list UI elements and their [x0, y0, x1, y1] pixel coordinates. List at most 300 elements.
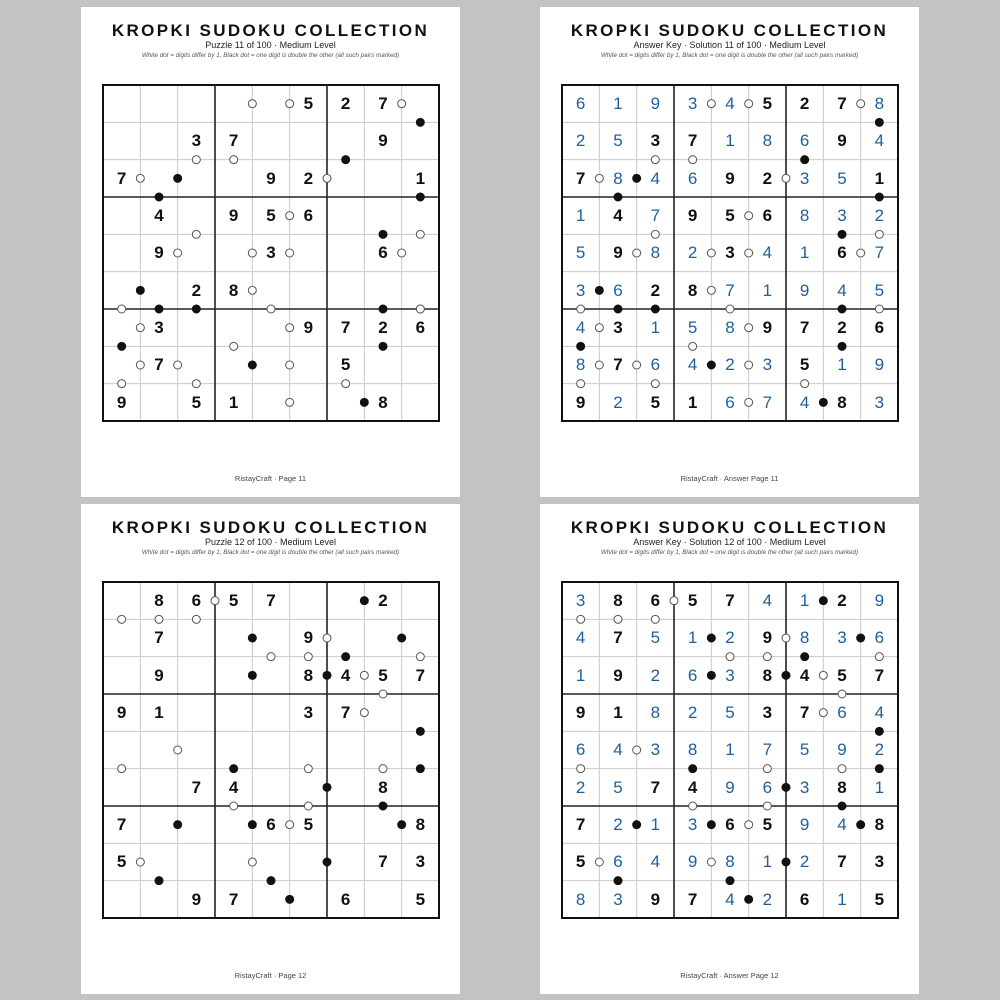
given-digit: 2: [837, 318, 847, 338]
given-digit: 9: [837, 131, 847, 151]
solution-digit: 8: [799, 628, 810, 648]
white-dot: [248, 249, 256, 257]
solution-digit: 1: [837, 355, 847, 375]
white-dot: [118, 380, 126, 388]
given-digit: 9: [378, 131, 388, 151]
given-digit: 7: [378, 852, 388, 872]
page-title: KROPKI SUDOKU COLLECTION: [111, 518, 430, 537]
solution-digit: 8: [575, 889, 586, 909]
given-digit: 7: [687, 131, 698, 151]
given-digit: 3: [874, 852, 885, 872]
given-digit: 1: [154, 703, 164, 723]
white-dot: [174, 249, 182, 257]
sudoku-grid: [562, 582, 898, 918]
given-digit: 7: [378, 94, 388, 114]
given-digit: 5: [415, 889, 426, 909]
white-dot: [416, 305, 424, 313]
given-digit: 2: [303, 168, 314, 188]
solution-digit: 2: [687, 243, 698, 263]
white-dot: [782, 634, 790, 642]
given-digit: 6: [837, 243, 847, 263]
black-dot: [633, 174, 641, 182]
black-dot: [745, 895, 753, 903]
white-dot: [118, 765, 126, 773]
white-dot: [360, 709, 368, 717]
solution-digit: 8: [725, 318, 735, 338]
solution-digit: 3: [837, 206, 847, 226]
given-digit: 7: [340, 318, 351, 338]
black-dot: [323, 783, 331, 791]
solution-digit: 7: [650, 206, 661, 226]
white-dot: [875, 305, 883, 313]
kropki-dots: [562, 582, 898, 918]
white-dot: [304, 802, 312, 810]
black-dot: [782, 671, 790, 679]
page-subtitle: Puzzle 11 of 100 · Medium Level: [205, 40, 336, 50]
black-dot: [857, 821, 865, 829]
given-digit: 4: [154, 206, 164, 226]
white-dot: [416, 653, 424, 661]
given-digit: 8: [154, 591, 164, 611]
solution-digit: 2: [613, 815, 623, 835]
given-digit: 2: [837, 591, 847, 611]
given-digit: 9: [575, 703, 586, 723]
given-digit: 2: [799, 94, 810, 114]
page-footer: RistayCraft · Page 11: [234, 474, 307, 483]
sudoku-grid: [562, 85, 898, 421]
white-dot: [136, 174, 144, 182]
solution-digit: 4: [762, 243, 773, 263]
given-digit: 7: [116, 168, 127, 188]
black-dot: [379, 305, 387, 313]
white-dot: [192, 615, 200, 623]
given-digit: 2: [340, 94, 351, 114]
given-digit: 4: [613, 206, 623, 226]
given-digit: 3: [725, 243, 735, 263]
solution-digit: 2: [687, 703, 698, 723]
given-digit: 8: [687, 280, 698, 300]
rules-text: White dot = digits differ by 1, Black dot = one digit is double the other (all such pairs marked): [600, 549, 859, 556]
black-dot: [707, 821, 715, 829]
given-digit: 5: [303, 815, 314, 835]
given-digit: 8: [378, 392, 388, 412]
white-dot: [230, 156, 238, 164]
given-digit: 1: [415, 168, 426, 188]
solution-digit: 8: [575, 355, 586, 375]
black-dot: [248, 634, 256, 642]
given-digit: 9: [762, 318, 773, 338]
white-dot: [577, 380, 585, 388]
solution-digit: 4: [837, 815, 847, 835]
page-title: KROPKI SUDOKU COLLECTION: [570, 21, 889, 40]
black-dot: [801, 653, 809, 661]
solution-digit: 5: [687, 318, 698, 338]
black-dot: [248, 821, 256, 829]
given-digit: 2: [378, 591, 388, 611]
solution-digit: 4: [874, 703, 885, 723]
white-dot: [155, 615, 163, 623]
given-digit: 3: [191, 131, 202, 151]
page-title: KROPKI SUDOKU COLLECTION: [570, 518, 889, 537]
solution-digit: 5: [575, 243, 586, 263]
solution-digit: 8: [725, 852, 735, 872]
given-digit: 8: [228, 280, 239, 300]
solution-digit: 3: [725, 665, 735, 685]
black-dot: [416, 193, 424, 201]
white-dot: [304, 653, 312, 661]
given-digit: 5: [303, 94, 314, 114]
given-digit: 5: [725, 206, 735, 226]
given-digit: 6: [725, 815, 735, 835]
solution-digit: 2: [613, 392, 623, 412]
sudoku-grid: [103, 85, 439, 421]
white-dot: [577, 615, 585, 623]
page-title: KROPKI SUDOKU COLLECTION: [111, 21, 430, 40]
black-dot: [323, 671, 331, 679]
white-dot: [248, 100, 256, 108]
given-digit: 7: [154, 355, 164, 375]
black-dot: [416, 765, 424, 773]
white-dot: [801, 380, 809, 388]
black-dot: [342, 653, 350, 661]
solution-digit: 1: [799, 243, 810, 263]
given-digit: 5: [874, 889, 885, 909]
solution-digit: 7: [762, 392, 773, 412]
given-digit: 2: [650, 280, 661, 300]
given-digit: 7: [874, 665, 885, 685]
black-dot: [577, 342, 585, 350]
solution-digit: 5: [799, 740, 810, 760]
given-digit: 2: [378, 318, 388, 338]
black-dot: [286, 895, 294, 903]
solution-digit: 4: [874, 131, 885, 151]
black-dot: [267, 877, 275, 885]
solution-digit: 4: [725, 94, 735, 114]
given-digit: 3: [303, 703, 314, 723]
white-dot: [577, 765, 585, 773]
white-dot: [286, 361, 294, 369]
puzzle-page-12: [81, 504, 460, 994]
given-digit: 5: [650, 392, 661, 412]
solution-digit: 7: [725, 280, 735, 300]
solution-digit: 3: [762, 355, 773, 375]
white-dot: [651, 380, 659, 388]
given-digit: 5: [762, 815, 773, 835]
white-dot: [633, 249, 641, 257]
given-digit: 7: [799, 703, 810, 723]
given-digit: 9: [303, 628, 314, 648]
white-dot: [782, 174, 790, 182]
solution-digit: 3: [799, 168, 810, 188]
black-dot: [782, 858, 790, 866]
page-footer: RistayCraft · Answer Page 12: [680, 971, 779, 980]
white-dot: [174, 361, 182, 369]
solution-digit: 6: [874, 628, 885, 648]
white-dot: [707, 286, 715, 294]
black-dot: [726, 877, 734, 885]
black-dot: [838, 342, 846, 350]
given-digit: 9: [266, 168, 276, 188]
solution-digit: 1: [762, 280, 773, 300]
white-dot: [707, 249, 715, 257]
white-dot: [745, 821, 753, 829]
rules-text: White dot = digits differ by 1, Black dot = one digit is double the other (all such pairs marked): [141, 52, 400, 59]
white-dot: [118, 305, 126, 313]
solution-digit: 6: [575, 94, 586, 114]
black-dot: [689, 765, 697, 773]
white-dot: [670, 597, 678, 605]
black-dot: [707, 634, 715, 642]
white-dot: [689, 156, 697, 164]
page-subtitle: Puzzle 12 of 100 · Medium Level: [204, 537, 337, 547]
white-dot: [763, 765, 771, 773]
white-dot: [398, 100, 406, 108]
white-dot: [689, 802, 697, 810]
white-dot: [136, 361, 144, 369]
given-digit: 2: [191, 280, 202, 300]
given-digit: 6: [266, 815, 276, 835]
black-dot: [360, 398, 368, 406]
solution-digit: 6: [799, 131, 810, 151]
solution-digit: 6: [650, 355, 661, 375]
white-dot: [838, 765, 846, 773]
given-digit: 5: [799, 355, 810, 375]
white-dot: [118, 615, 126, 623]
solution-digit: 2: [762, 889, 773, 909]
given-digit: 9: [154, 243, 164, 263]
white-dot: [875, 653, 883, 661]
black-dot: [801, 156, 809, 164]
solution-digit: 1: [762, 852, 773, 872]
given-digit: 9: [228, 206, 239, 226]
solution-digit: 3: [687, 94, 698, 114]
black-dot: [875, 765, 883, 773]
solution-digit: 2: [725, 355, 735, 375]
given-digit: 5: [191, 392, 202, 412]
given-digit: 7: [228, 889, 239, 909]
white-dot: [230, 802, 238, 810]
page-subtitle: Answer Key · Solution 11 of 100 · Medium Level: [633, 40, 826, 50]
solution-digit: 4: [575, 318, 586, 338]
black-dot: [875, 118, 883, 126]
page-subtitle: Answer Key · Solution 12 of 100 · Medium Level: [633, 537, 826, 547]
white-dot: [595, 174, 603, 182]
solution-digit: 6: [613, 280, 623, 300]
given-digit: 1: [228, 392, 239, 412]
solution-digit: 6: [725, 392, 735, 412]
given-digit: 3: [154, 318, 164, 338]
white-dot: [379, 765, 387, 773]
black-dot: [614, 877, 622, 885]
black-dot: [651, 305, 659, 313]
solution-digit: 3: [575, 591, 586, 611]
kropki-dots: [103, 582, 439, 918]
given-digit: 6: [650, 591, 661, 611]
white-dot: [286, 821, 294, 829]
given-digit: 8: [415, 815, 426, 835]
given-digit: 7: [575, 168, 586, 188]
white-dot: [577, 305, 585, 313]
given-digit: 7: [415, 665, 426, 685]
solution-digit: 2: [725, 628, 735, 648]
black-dot: [155, 877, 163, 885]
black-dot: [707, 671, 715, 679]
white-dot: [838, 690, 846, 698]
black-dot: [174, 821, 182, 829]
white-dot: [286, 249, 294, 257]
solution-digit: 9: [799, 815, 810, 835]
given-digit: 7: [725, 591, 735, 611]
solution-digit: 5: [874, 280, 885, 300]
given-digit: 4: [228, 777, 239, 797]
given-digit: 7: [613, 355, 623, 375]
black-dot: [614, 193, 622, 201]
black-dot: [875, 193, 883, 201]
white-dot: [192, 380, 200, 388]
white-dot: [819, 709, 827, 717]
solution-digit: 8: [762, 131, 773, 151]
black-dot: [379, 342, 387, 350]
black-dot: [342, 156, 350, 164]
given-digit: 6: [415, 318, 426, 338]
white-dot: [633, 361, 641, 369]
black-dot: [875, 727, 883, 735]
black-dot: [379, 230, 387, 238]
given-digit: 7: [266, 591, 276, 611]
given-digit: 6: [378, 243, 388, 263]
solution-digit: 2: [874, 206, 885, 226]
white-dot: [651, 615, 659, 623]
given-digit: 7: [613, 628, 623, 648]
solution-digit: 8: [650, 243, 661, 263]
solution-digit: 2: [575, 777, 586, 797]
white-dot: [726, 305, 734, 313]
given-digit: 3: [613, 318, 623, 338]
answer-page-12: [540, 504, 919, 994]
given-digit: 7: [340, 703, 351, 723]
given-digit: 9: [116, 703, 127, 723]
black-dot: [595, 286, 603, 294]
white-dot: [136, 858, 144, 866]
white-dot: [595, 324, 603, 332]
given-digit: 8: [378, 777, 388, 797]
given-digit: 9: [613, 243, 623, 263]
white-dot: [267, 653, 275, 661]
solution-digit: 4: [837, 280, 847, 300]
black-dot: [819, 398, 827, 406]
white-dot: [745, 100, 753, 108]
given-digit: 5: [266, 206, 276, 226]
kropki-dots: [103, 85, 439, 421]
solution-digit: 5: [613, 131, 623, 151]
solution-digit: 9: [687, 852, 698, 872]
given-digit: 5: [116, 852, 127, 872]
black-dot: [192, 305, 200, 313]
given-digit: 8: [837, 392, 847, 412]
given-digit: 3: [762, 703, 773, 723]
given-digit: 5: [378, 665, 388, 685]
white-dot: [745, 324, 753, 332]
solution-digit: 4: [650, 168, 661, 188]
given-digit: 6: [191, 591, 202, 611]
solution-digit: 4: [613, 740, 623, 760]
rules-text: White dot = digits differ by 1, Black dot = one digit is double the other (all such pairs marked): [600, 52, 859, 59]
solution-digit: 5: [613, 777, 623, 797]
given-digit: 9: [191, 889, 202, 909]
solution-digit: 8: [613, 168, 623, 188]
page-footer: RistayCraft · Page 12: [234, 971, 307, 980]
black-dot: [323, 858, 331, 866]
white-dot: [614, 615, 622, 623]
white-dot: [379, 690, 387, 698]
white-dot: [136, 324, 144, 332]
given-digit: 3: [266, 243, 276, 263]
given-digit: 5: [575, 852, 586, 872]
given-digit: 9: [303, 318, 314, 338]
given-digit: 4: [687, 777, 698, 797]
solution-digit: 3: [613, 889, 623, 909]
solution-digit: 4: [725, 889, 735, 909]
white-dot: [416, 230, 424, 238]
black-dot: [614, 305, 622, 313]
given-digit: 3: [650, 131, 661, 151]
solution-digit: 7: [874, 243, 885, 263]
white-dot: [707, 858, 715, 866]
solution-digit: 3: [837, 628, 847, 648]
given-digit: 5: [228, 591, 239, 611]
solution-digit: 5: [650, 628, 661, 648]
white-dot: [192, 230, 200, 238]
white-dot: [689, 342, 697, 350]
solution-digit: 2: [799, 852, 810, 872]
solution-digit: 4: [687, 355, 698, 375]
solution-digit: 6: [575, 740, 586, 760]
solution-digit: 6: [687, 665, 698, 685]
solution-digit: 9: [799, 280, 810, 300]
given-digit: 1: [874, 168, 885, 188]
solution-digit: 4: [650, 852, 661, 872]
rules-text: White dot = digits differ by 1, Black dot = one digit is double the other (all such pairs marked): [141, 549, 400, 556]
solution-digit: 9: [725, 777, 735, 797]
given-digit: 6: [874, 318, 885, 338]
given-digit: 7: [575, 815, 586, 835]
solution-digit: 5: [725, 703, 735, 723]
solution-digit: 6: [687, 168, 698, 188]
black-dot: [248, 361, 256, 369]
white-dot: [745, 249, 753, 257]
white-dot: [595, 361, 603, 369]
given-digit: 7: [687, 889, 698, 909]
solution-digit: 2: [650, 665, 661, 685]
white-dot: [745, 398, 753, 406]
given-digit: 6: [303, 206, 314, 226]
black-dot: [379, 802, 387, 810]
given-digit: 9: [575, 392, 586, 412]
given-digit: 6: [799, 889, 810, 909]
white-dot: [342, 380, 350, 388]
black-dot: [155, 193, 163, 201]
given-digit: 5: [340, 355, 351, 375]
given-digit: 9: [116, 392, 127, 412]
white-dot: [304, 765, 312, 773]
black-dot: [230, 765, 238, 773]
given-digit: 5: [762, 94, 773, 114]
given-digit: 6: [762, 206, 773, 226]
solution-digit: 9: [874, 591, 885, 611]
white-dot: [595, 858, 603, 866]
black-dot: [416, 727, 424, 735]
black-dot: [857, 634, 865, 642]
